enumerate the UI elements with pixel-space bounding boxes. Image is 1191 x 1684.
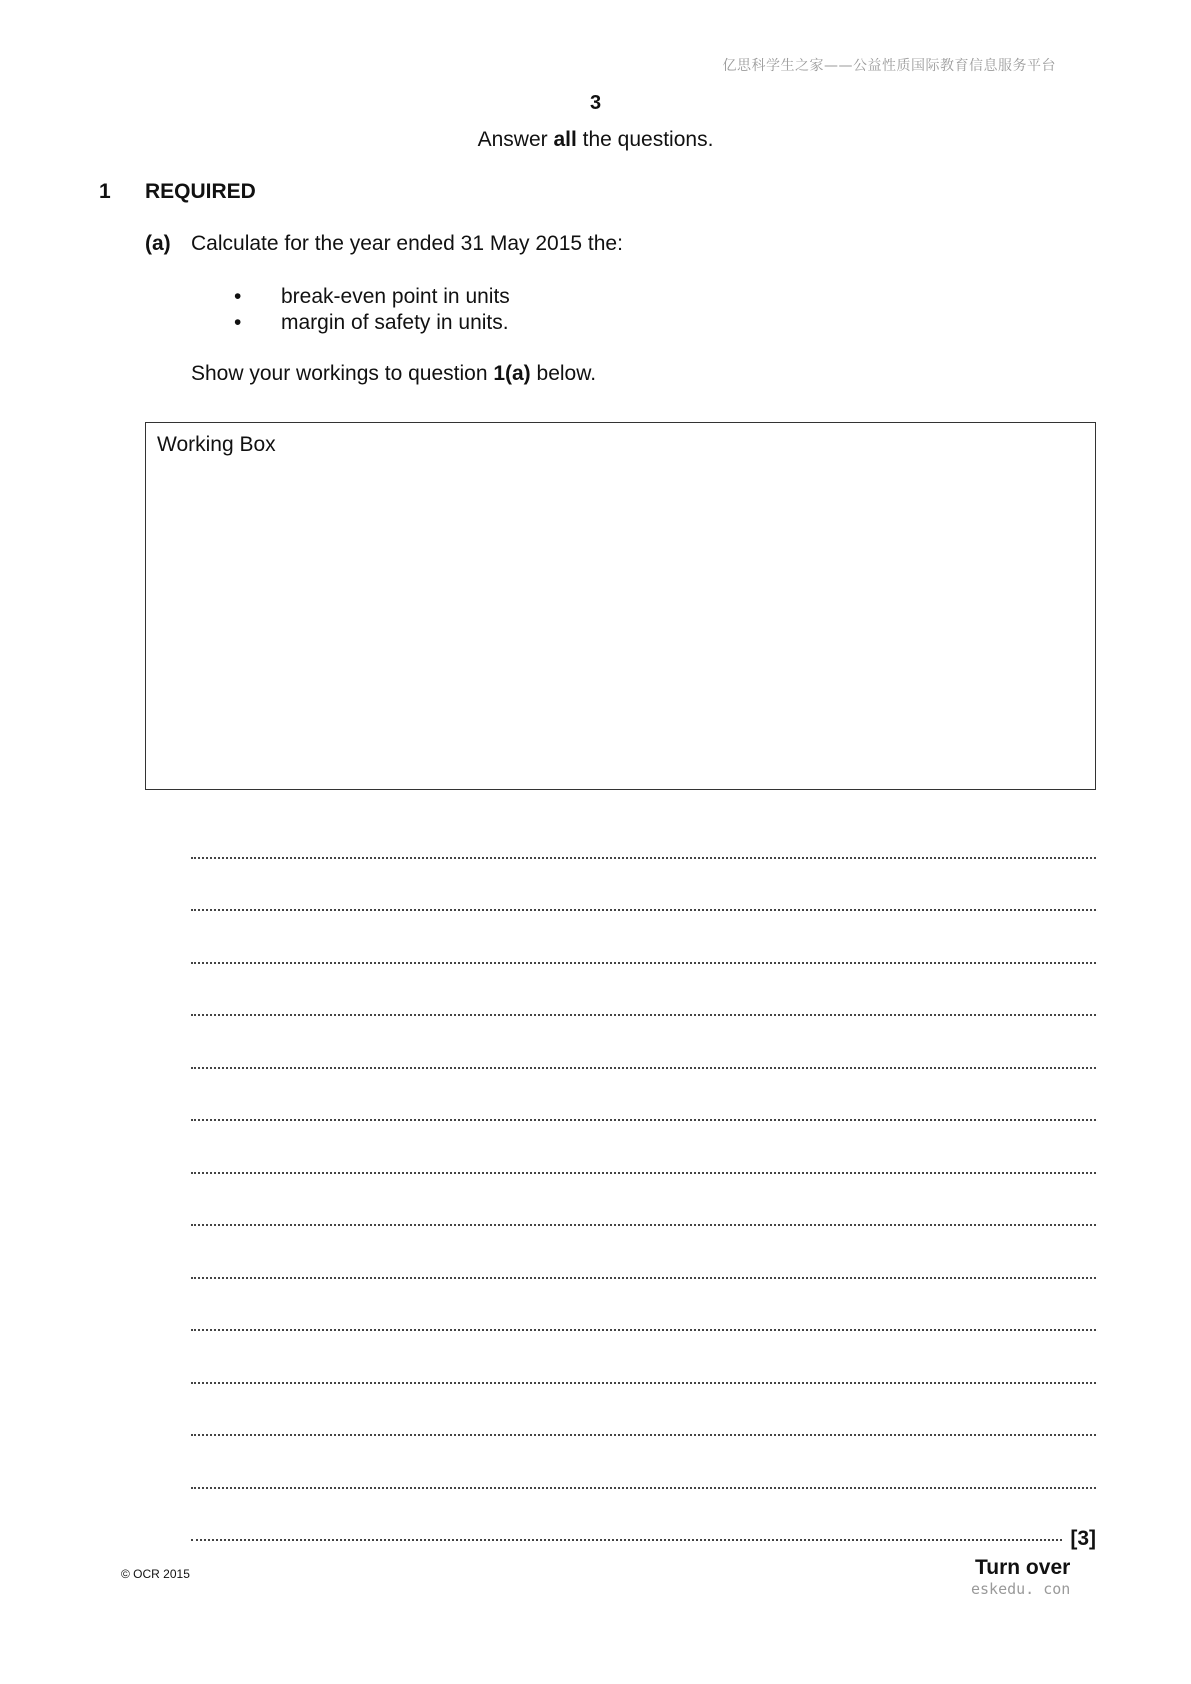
answer-line-dots [191,909,1096,911]
answer-lines [191,828,1096,1563]
bullet-text: margin of safety in units. [281,311,509,334]
answer-line-dots [191,1119,1096,1121]
working-box[interactable] [145,422,1096,790]
answer-line-dots [191,1487,1096,1489]
question-heading: REQUIRED [145,180,256,203]
answer-line[interactable] [191,933,1096,986]
turn-over: Turn over [975,1556,1071,1579]
watermark-top: 亿思科学生之家——公益性质国际教育信息服务平台 [722,58,1056,74]
answer-line-dots [191,1014,1096,1016]
answer-line-dots [191,1434,1096,1436]
answer-line-dots [191,857,1096,859]
bullet-icon: • [234,285,242,308]
answer-line[interactable] [191,1248,1096,1301]
answer-line[interactable] [191,1196,1096,1249]
show-workings-ref: 1(a) [493,362,531,385]
answer-line-dots [191,1172,1096,1174]
bullet-item [230,310,510,336]
part-label: (a) [145,232,171,255]
answer-line[interactable] [191,1406,1096,1459]
instruction-bold: all [553,128,577,151]
working-box-label: Working Box [157,433,276,456]
answer-line[interactable] [191,1511,1096,1564]
instruction-before: Answer [477,128,554,151]
answer-line-dots [191,1067,1096,1069]
marks-label: [3] [1070,1527,1096,1550]
answer-line-dots [191,1329,1096,1331]
instruction-after: the questions. [576,128,714,151]
watermark-bottom: eskedu. con [971,1580,1071,1598]
answer-line[interactable] [191,1038,1096,1091]
answer-line-dots [191,1224,1096,1226]
show-workings-before: Show your workings to question [191,362,494,385]
answer-line-dots [191,962,1096,964]
answer-line-dots [191,1539,1062,1541]
part-text: Calculate for the year ended 31 May 2015 the: [191,232,623,255]
answer-line-dots [191,1277,1096,1279]
bullet-list [230,284,510,336]
answer-line[interactable] [191,1091,1096,1144]
answer-line[interactable] [191,828,1096,881]
bullet-item [230,284,510,310]
answer-line[interactable] [191,986,1096,1039]
answer-line-dots [191,1382,1096,1384]
answer-line[interactable] [191,1353,1096,1406]
answer-line[interactable] [191,1143,1096,1196]
question-number: 1 [99,180,111,203]
show-workings-text [191,362,596,386]
copyright: © OCR 2015 [121,1567,190,1581]
instruction [0,128,1191,152]
answer-line[interactable] [191,1301,1096,1354]
answer-line[interactable] [191,881,1096,934]
bullet-icon: • [234,311,242,334]
show-workings-after: below. [530,362,597,385]
answer-line[interactable] [191,1458,1096,1511]
page-number: 3 [589,92,602,114]
bullet-text: break-even point in units [281,285,510,308]
